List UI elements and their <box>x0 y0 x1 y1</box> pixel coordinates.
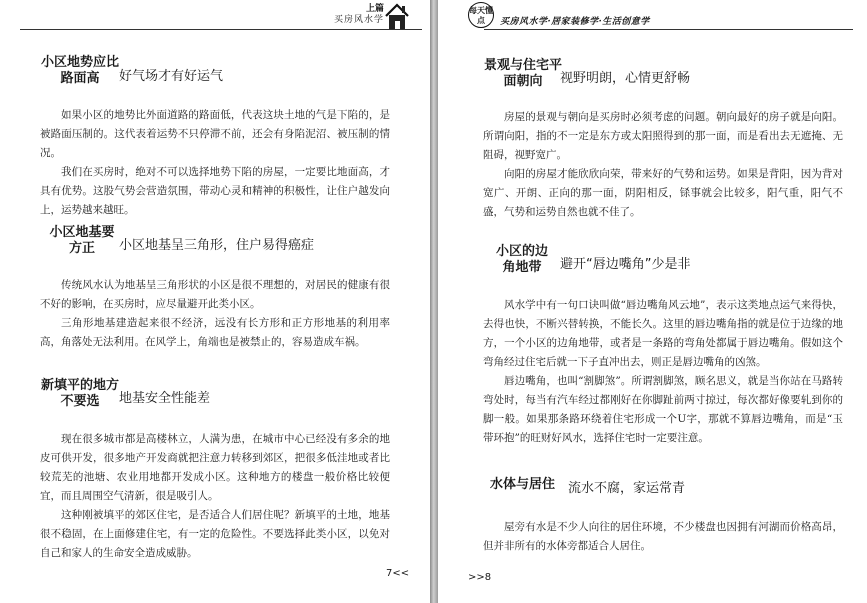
book-gutter <box>430 0 438 603</box>
section-subtitle: 地基安全性能差 <box>119 391 211 406</box>
paragraph: 如果小区的地势比外面道路的路面低，代表这块土地的气是下陷的，是被路面压制的。这代表着运势不只停滞不前，还会有身陷泥沼、被压制的情况。 <box>40 109 390 159</box>
section-body <box>483 108 843 222</box>
paragraph: 屋旁有水是不少人向往的居住环境，不少楼盘也因拥有河湖而价格高昂，但并非所有的水体旁都适合人居住。 <box>483 521 843 552</box>
section-body <box>483 296 843 448</box>
header-part: 上篇 <box>365 4 384 14</box>
section-body <box>40 430 390 563</box>
page-number: 7<< <box>386 568 410 579</box>
section-heading: 小区的边角地带 <box>495 244 548 275</box>
section-body <box>483 518 843 556</box>
page-number: >>8 <box>468 572 492 583</box>
paragraph: 唇边嘴角，也叫“割脚煞”。所谓割脚煞，顾名思义，就是当你站在马路转弯处时，每当有汽车经过都刚好在你脚趾前两寸掠过，每次都好像要轧到你的脚一般。如果那条路环绕着住宅形成一个U字，那就不算唇边嘴角，而是“玉带环抱”的旺财好风水，选择住宅时一定要注意。 <box>483 375 843 444</box>
section-heading: 小区地基要方正 <box>49 225 115 256</box>
paragraph: 我们在买房时，绝对不可以选择地势下陷的房屋，一定要比地面高，才具有优势。这股气势会营造氛围，带动心灵和精神的积极性，让住户越发向上，运势越来越旺。 <box>40 166 390 216</box>
paragraph: 风水学中有一句口诀叫做“唇边嘴角风云地”，表示这类地点运气来得快，去得也快，不断兴替转换，不能长久。这里的唇边嘴角指的就是位于边缘的地方，一个小区的边角地带，或者是一条路的弯角处都属于唇边嘴角。假如这个弯角经过住宅后就一下子直冲出去，则正是唇边嘴角的凶煞。 <box>483 299 843 368</box>
paragraph: 现在很多城市都是高楼林立，人满为患，在城市中心已经没有多余的地皮可供开发，很多地产开发商就把注意力转移到郊区，把很多低洼地或者比较荒芜的池塘、农业用地都开发成小区。这种地方的楼盘一般价格比较便宜，而且周围空气清新，很是吸引人。 <box>40 433 390 502</box>
section-heading: 景观与住宅平面朝向 <box>483 58 562 89</box>
paragraph: 这种刚被填平的郊区住宅，是否适合人们居住呢？新填平的土地，地基很不稳固，在上面修建住宅，有一定的危险性。不要选择此类小区，以免对自己和家人的生命安全造成威胁。 <box>40 509 390 559</box>
paragraph: 三角形地基建造起来很不经济，远没有长方形和正方形地基的利用率高，角落处无法利用。在风学上，角端也是被禁止的，容易造成车祸。 <box>40 317 390 348</box>
header-divider <box>20 29 422 30</box>
section-body <box>40 276 390 352</box>
paragraph: 向阳的房屋才能欣欣向荣，带来好的气势和运势。如果是背阳，因为背对宽广、开朗、正向的那一面，阴阳相反，铩事就会比较多，阳气重，阳气不盛，气势和运势自然也就不佳了。 <box>483 168 843 218</box>
section-heading: 小区地势应比路面高 <box>40 55 119 86</box>
header-book-title: 买房风水学 <box>333 15 384 25</box>
left-running-header <box>334 4 384 26</box>
series-subtitle: 买房风水学·居家装修学·生活创意学 <box>500 17 650 27</box>
right-page <box>438 0 867 603</box>
left-page <box>0 0 430 603</box>
section-subtitle: 小区地基呈三角形，住户易得癌症 <box>119 238 315 253</box>
section-heading: 新填平的地方不要选 <box>40 378 119 409</box>
section-subtitle: 好气场才有好运气 <box>119 69 224 84</box>
house-icon <box>384 2 410 30</box>
section-heading: 水体与居住 <box>490 477 556 492</box>
paragraph: 传统风水认为地基呈三角形状的小区是很不理想的，对居民的健康有很不好的影响，在买房时，应尽量避开此类小区。 <box>40 279 390 310</box>
section-body <box>40 106 390 220</box>
section-subtitle: 避开“唇边嘴角”少是非 <box>560 257 691 272</box>
series-badge: 每天懂点 <box>468 2 494 28</box>
section-subtitle: 流水不腐，家运常青 <box>568 481 686 496</box>
section-subtitle: 视野明朗，心情更舒畅 <box>560 71 691 86</box>
header-divider <box>484 29 853 30</box>
paragraph: 房屋的景观与朝向是买房时必须考虑的问题。朝向最好的房子就是向阳。所谓向阳，指的不一定是东方或太阳照得到的那一面，而是看出去无遮掩、无阻碍，视野宽广。 <box>483 111 843 161</box>
